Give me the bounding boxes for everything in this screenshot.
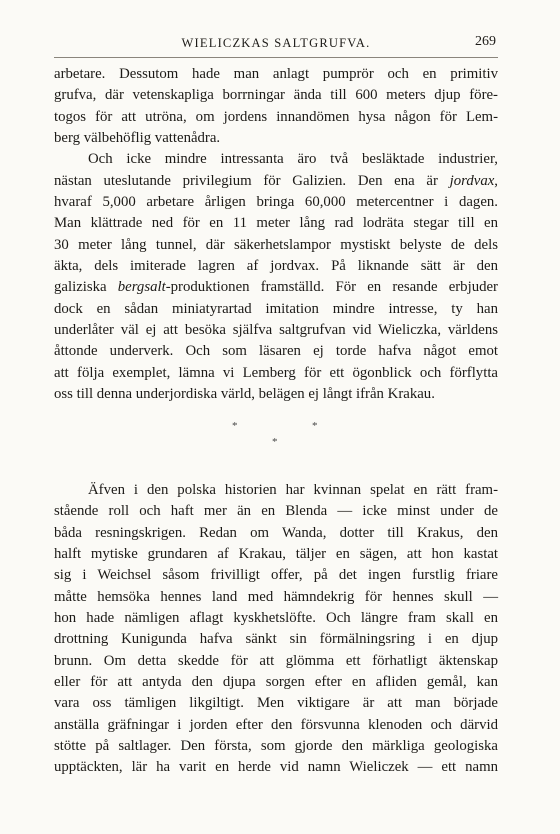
italic-term: bergsalt xyxy=(117,279,166,296)
running-head xyxy=(54,34,498,54)
separator-star: * xyxy=(232,420,238,432)
separator-star: * xyxy=(272,436,278,448)
text-line: åttonde underverk. Och som läsaren ej torde hafva något emot xyxy=(54,343,498,360)
text-line: hvaraf 5,000 arbetare årligen bringa 60,000 metercentner i dagen. xyxy=(54,194,498,211)
running-title: WIELICZKAS SALTGRUFVA. xyxy=(181,36,371,50)
text-line: halft mytiske grundaren af Krakau, täljer en sägen, att hon kastat xyxy=(54,546,498,563)
text-line: anställa gräfningar i jorden efter den försvunna klenoden och därvid xyxy=(54,716,498,733)
text-line: grufva, där vetenskapliga borrningar ända till 600 meters djup före- xyxy=(54,87,498,104)
text-line: arbetare. Dessutom hade man anlagt pumprör och en primitiv xyxy=(54,66,498,82)
text-line: galiziska bergsalt-produktionen framställd. För en resande erbjuder xyxy=(54,279,498,296)
text-line: Och icke mindre intressanta äro två besläktade industrier, xyxy=(88,151,498,168)
text-line: nästan uteslutande privilegium för Galizien. Den ena är jordvax, xyxy=(54,172,498,189)
text-line: äkta, dels imiterade lagren af jordvax. På liknande sätt är den xyxy=(54,258,498,275)
text-line: Man klättrade ned för en 11 meter lång rad lodräta stegar till en xyxy=(54,215,498,232)
italic-term: jordvax xyxy=(449,172,495,189)
text-line: hon hade nämligen aflagt kyskhetslöfte. Och längre fram skall en xyxy=(54,610,498,627)
text-line: togos för att utröna, om jordens innandömen hysa någon för Lem- xyxy=(54,108,498,125)
text-line: stötte på saltlager. Den första, som gjorde den märkliga geologiska xyxy=(54,738,498,755)
text-line: stående roll och haft mer än en Blenda — icke minst under de xyxy=(54,503,498,520)
text-block-1 xyxy=(54,64,498,406)
text-line: berg välbehöflig vattenådra. xyxy=(54,130,221,147)
text-line: brunn. Om detta skedde för att glömma ett förhatligt äktenskap xyxy=(54,652,498,669)
text-line: måtte hemsöka hennes land med hämndekrig för hennes skull — xyxy=(54,588,498,605)
text-line: underlåter väl ej att besöka själfva saltgrufvan vid Wieliczka, världens xyxy=(54,322,498,339)
text-line: sig i Weichsel såsom frivilligt offer, på det ingen furstlig friare xyxy=(54,567,498,584)
text-block-2 xyxy=(54,480,498,779)
text-line: oss till denna underjordiska värld, belägen ej långt ifrån Krakau. xyxy=(54,386,435,403)
text-line: 30 meter lång tunnel, där säkerhetslampor mystiskt belyste de dels xyxy=(54,236,498,253)
separator-star: * xyxy=(312,420,318,432)
text-line: båda resningskrigen. Redan om Wanda, dotter till Krakus, den xyxy=(54,524,498,541)
section-separator xyxy=(54,414,498,454)
text-line: dock en sådan miniatyrartad imitation mindre intresse, ty han xyxy=(54,300,498,317)
text-line: vara oss tämligen likgiltigt. Men viktigare är att man började xyxy=(54,695,498,712)
text-line: drottning Kunigunda hafva sänkt sin förmälningsring i en djup xyxy=(54,631,498,648)
text-line: eller för att antyda den djupa sorgen efter en afliden gemål, kan xyxy=(54,674,498,691)
text-line: upptäckten, lär ha varit en herde vid namn Wieliczek — ett namn xyxy=(54,759,498,776)
text-line: att följa exemplet, lämna vi Lemberg för ett ögonblick och förflytta xyxy=(54,364,498,381)
header-rule xyxy=(54,57,498,58)
page-number: 269 xyxy=(475,34,496,49)
text-line: Äfven i den polska historien har kvinnan spelat en rätt fram- xyxy=(88,482,498,498)
